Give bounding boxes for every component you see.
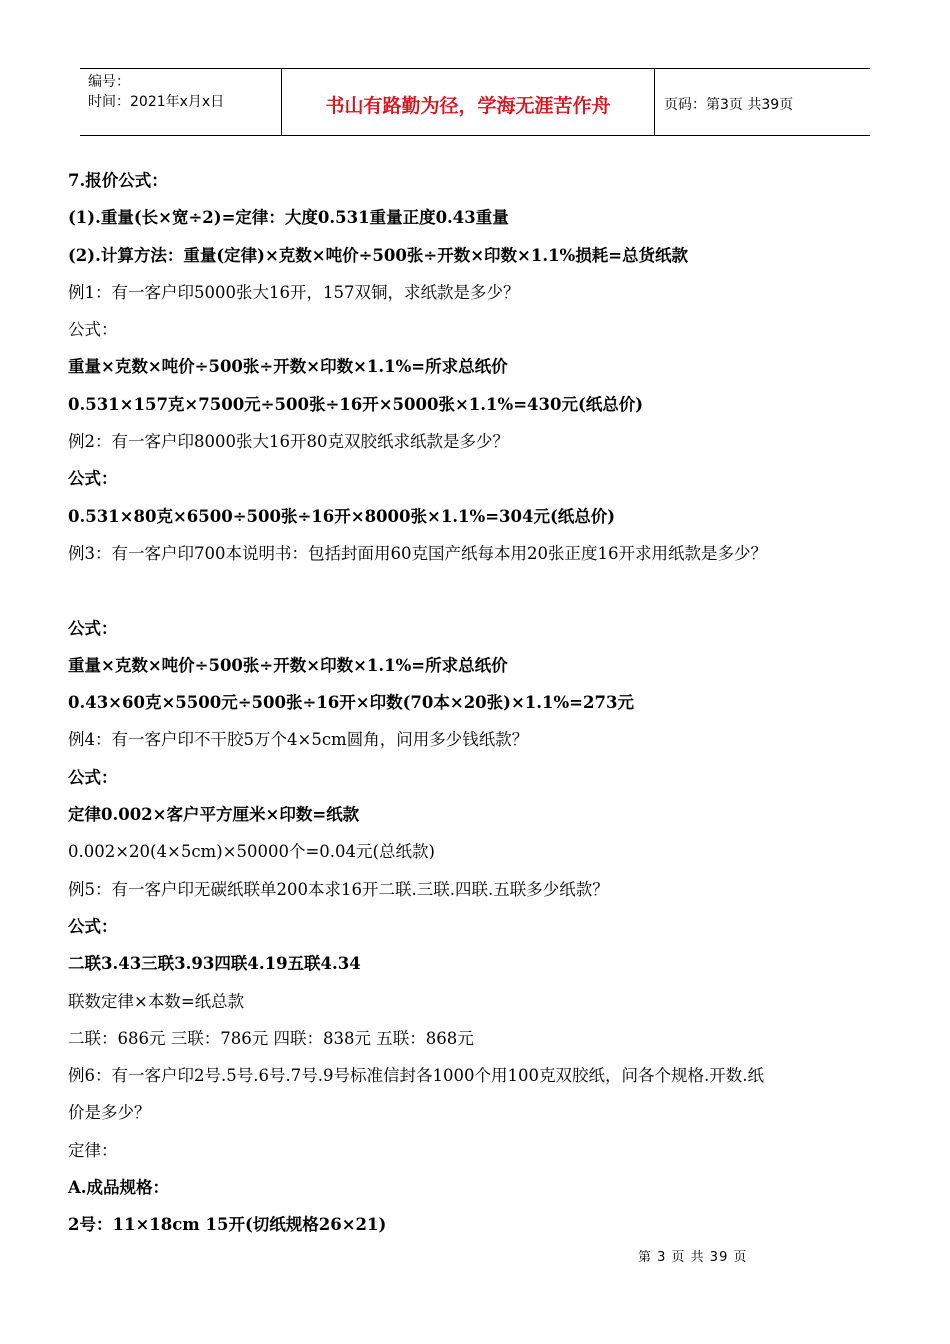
page-footer: 第 3 页 共 39 页 (638, 1250, 748, 1265)
text-line: 0.531×157克×7500元÷500张÷16开×5000张×1.1%=430元(纸总价) (68, 394, 644, 414)
text-line: 联数定律×本数=纸总款 (68, 991, 245, 1011)
header-motto-cell (282, 69, 655, 135)
text-line: 例5：有一客户印无碳纸联单200本求16开二联.三联.四联.五联多少纸款？ (68, 879, 609, 899)
text-line: 二联：686元 三联：786元 四联：838元 五联：868元 (68, 1028, 474, 1048)
text-line: 公式： (68, 320, 118, 340)
text-line: 重量×克数×吨价÷500张÷开数×印数×1.1%=所求总纸价 (68, 357, 508, 377)
text-line: 公式： (68, 767, 118, 787)
text-line: 定律： (68, 1140, 118, 1160)
text-line: 二联3.43三联3.93四联4.19五联4.34 (68, 954, 361, 974)
text-line: 0.531×80克×6500÷500张÷16开×8000张×1.1%=304元(纸总价) (68, 506, 616, 526)
text-line: 例6：有一客户印2号.5号.6号.7号.9号标准信封各1000个用100克双胶纸，问各个规格.开数.纸 (68, 1066, 764, 1086)
document-body (68, 162, 898, 1244)
header-page-code: 页码：第3页 共39页 (664, 97, 794, 113)
text-line: (1).重量(长×宽÷2)=定律：大度0.531重量正度0.43重量 (68, 208, 509, 228)
text-line: 公式： (68, 469, 118, 489)
document-header (80, 68, 870, 136)
text-line: 重量×克数×吨价÷500张÷开数×印数×1.1%=所求总纸价 (68, 655, 508, 675)
text-line: 2号：11×18cm 15开(切纸规格26×21) (68, 1215, 387, 1235)
header-meta-cell (80, 69, 282, 135)
document-number-label: 编号： (88, 74, 130, 90)
text-line: 例3：有一客户印700本说明书：包括封面用60克国产纸每本用20张正度16开求用纸款是多少？ (68, 543, 767, 563)
header-motto: 书山有路勤为径，学海无涯苦作舟 (325, 94, 611, 117)
text-line: A.成品规格： (68, 1178, 170, 1198)
text-line: 7.报价公式： (68, 171, 168, 190)
document-date-label: 时间：2021年x月x日 (88, 94, 225, 110)
text-line: 公式： (68, 618, 118, 638)
header-page-cell (655, 69, 870, 135)
text-line: 0.002×20(4×5cm)×50000个=0.04元(总纸款) (68, 842, 435, 862)
text-line: 例4：有一客户印不干胶5万个4×5cm圆角，问用多少钱纸款？ (68, 730, 529, 750)
text-line: 0.43×60克×5500元÷500张÷16开×印数(70本×20张)×1.1%=273元 (68, 693, 634, 713)
text-line: 公式： (68, 916, 118, 936)
text-line: 例2：有一客户印8000张大16开80克双胶纸求纸款是多少？ (68, 432, 509, 452)
text-line: 价是多少？ (68, 1103, 151, 1123)
text-line: 例1：有一客户印5000张大16开，157双铜，求纸款是多少？ (68, 282, 520, 302)
text-line: (2).计算方法：重量(定律)×克数×吨价÷500张÷开数×印数×1.1%损耗=总货纸款 (68, 245, 689, 265)
text-line: 定律0.002×客户平方厘米×印数=纸款 (68, 805, 360, 825)
blank-line (68, 572, 898, 609)
